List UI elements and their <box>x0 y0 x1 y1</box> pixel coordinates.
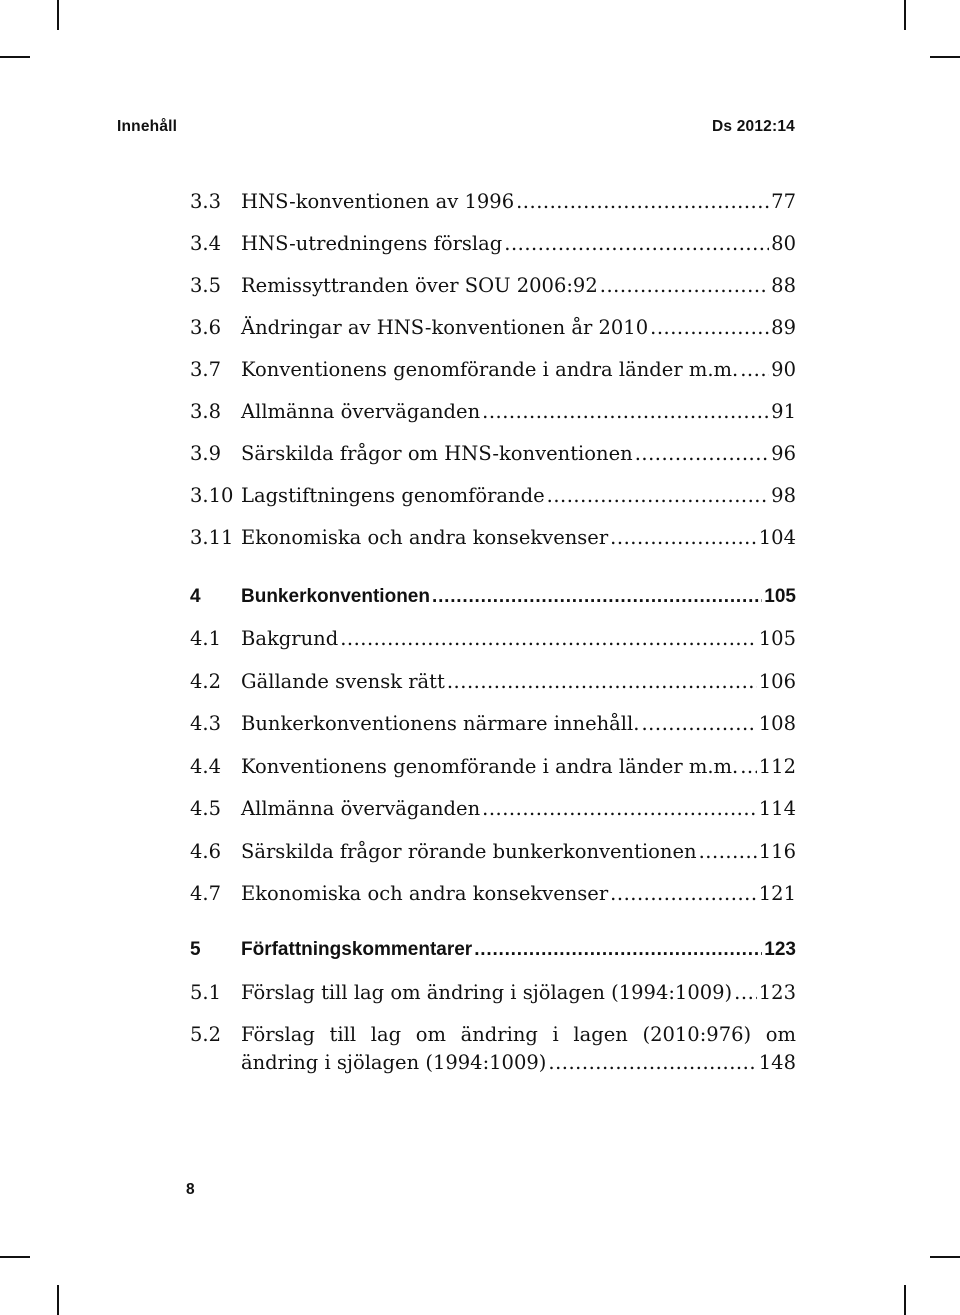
toc-entry-page: 88 <box>771 274 796 297</box>
dot-leader <box>740 356 769 384</box>
toc-entry-number: 3.5 <box>190 274 222 297</box>
toc-entry[interactable] <box>190 880 796 908</box>
toc-chapter[interactable] <box>190 583 796 611</box>
toc-entry-number: 3.3 <box>190 190 222 213</box>
toc-entry-page: 105 <box>758 627 796 650</box>
toc-entry-number: 4.1 <box>190 627 222 650</box>
toc-chapter-page: 105 <box>764 586 796 607</box>
dot-leader <box>516 188 769 216</box>
toc-entry-number: 3.4 <box>190 232 222 255</box>
toc-entry[interactable] <box>190 524 796 552</box>
toc-entry[interactable] <box>190 314 796 342</box>
toc-entry-number: 4.6 <box>190 840 222 863</box>
toc-entry-number: 5.1 <box>190 981 222 1004</box>
dot-leader <box>641 710 756 738</box>
dot-leader <box>447 668 757 696</box>
dot-leader <box>650 314 769 342</box>
dot-leader <box>482 795 757 823</box>
toc-entry-page: 121 <box>758 882 796 905</box>
dot-leader <box>600 272 769 300</box>
toc-entry-title: Ekonomiska och andra konsekvenser <box>241 526 609 549</box>
toc-entry-number: 4.3 <box>190 712 222 735</box>
toc-entry-title: Förslag till lag om ändring i sjölagen (1994:1009) <box>241 981 733 1004</box>
toc-entry[interactable] <box>190 398 796 426</box>
toc-entry-title: Lagstiftningens genomförande <box>241 484 545 507</box>
toc-chapter-number: 4 <box>190 586 201 607</box>
crop-mark <box>57 0 59 30</box>
toc-chapter[interactable] <box>190 936 796 964</box>
toc-entry-title: Remissyttranden över SOU 2006:92 <box>241 274 598 297</box>
toc-entry-number: 4.7 <box>190 882 222 905</box>
toc-entry-page: 148 <box>758 1051 796 1074</box>
dot-leader <box>547 482 770 510</box>
toc-entry-title: Konventionens genomförande i andra länder m.m. <box>241 755 739 778</box>
toc-entry[interactable] <box>190 795 796 823</box>
toc-entry-page: 104 <box>758 526 796 549</box>
toc-entry-number: 3.8 <box>190 400 222 423</box>
toc-entry-page: 90 <box>771 358 796 381</box>
toc-entry[interactable] <box>190 979 796 1007</box>
toc-chapter-number: 5 <box>190 939 201 960</box>
toc-entry-title: Allmänna överväganden <box>241 797 481 820</box>
dot-leader <box>504 230 769 258</box>
toc-entry-title: HNS-konventionen av 1996 <box>241 190 515 213</box>
crop-mark <box>57 1285 59 1315</box>
toc-entry-page: 91 <box>771 400 796 423</box>
toc-entry-number: 3.9 <box>190 442 222 465</box>
toc-entry[interactable] <box>190 1021 796 1077</box>
toc-entry-page: 96 <box>771 442 796 465</box>
toc-entry-number: 5.2 <box>190 1023 222 1046</box>
dot-leader <box>610 880 757 908</box>
dot-leader <box>340 625 757 653</box>
toc-chapter-title: Bunkerkonventionen <box>241 586 430 607</box>
toc-entry[interactable] <box>190 838 796 866</box>
toc-entry-title: Ändringar av HNS-konventionen år 2010 <box>241 316 649 339</box>
toc-entry-page: 114 <box>758 797 796 820</box>
dot-leader <box>740 753 757 781</box>
toc-entry[interactable] <box>190 753 796 781</box>
toc-entry[interactable] <box>190 440 796 468</box>
toc-entry-page: 89 <box>771 316 796 339</box>
dot-leader <box>482 398 769 426</box>
toc-entry-title: Bakgrund <box>241 627 339 650</box>
crop-mark <box>0 56 30 58</box>
dot-leader <box>635 440 769 468</box>
toc-entry-page: 77 <box>771 190 796 213</box>
toc-chapter-title: Författningskommentarer <box>241 939 473 960</box>
dot-leader <box>699 838 757 866</box>
toc-entry-title: HNS-utredningens förslag <box>241 232 503 255</box>
dot-leader <box>548 1049 756 1077</box>
crop-mark <box>904 1285 906 1315</box>
toc-entry-number: 3.7 <box>190 358 222 381</box>
toc-entry-title: Särskilda frågor om HNS-konventionen <box>241 442 633 465</box>
toc-entry-title-line2: ändring i sjölagen (1994:1009) <box>241 1051 547 1074</box>
toc-entry[interactable] <box>190 230 796 258</box>
toc-entry-number: 3.6 <box>190 316 222 339</box>
toc-entry-title: Gällande svensk rätt <box>241 670 445 693</box>
crop-mark <box>930 1256 960 1258</box>
toc-entry-page: 106 <box>758 670 796 693</box>
toc-entry-number: 3.11 <box>190 526 234 549</box>
toc-entry[interactable] <box>190 356 796 384</box>
toc-entry-title: Konventionens genomförande i andra länder m.m. <box>241 358 739 381</box>
toc-entry-title-line1: Förslag till lag om ändring i lagen (2010:976) om <box>241 1023 796 1046</box>
crop-mark <box>0 1256 30 1258</box>
toc-entry[interactable] <box>190 625 796 653</box>
dot-leader <box>610 524 757 552</box>
toc-entry-page: 116 <box>758 840 796 863</box>
crop-mark <box>904 0 906 30</box>
running-head-right: Ds 2012:14 <box>711 118 795 135</box>
toc-entry[interactable] <box>190 188 796 216</box>
toc-entry-title: Särskilda frågor rörande bunkerkonventionen <box>241 840 697 863</box>
toc-entry-number: 4.2 <box>190 670 222 693</box>
dot-leader <box>432 583 762 611</box>
toc-entry-page: 108 <box>758 712 796 735</box>
dot-leader <box>474 936 762 964</box>
toc-entry-number: 4.4 <box>190 755 222 778</box>
toc-entry[interactable] <box>190 710 796 738</box>
toc-entry-page: 98 <box>771 484 796 507</box>
toc-entry[interactable] <box>190 272 796 300</box>
toc-entry-page: 112 <box>758 755 796 778</box>
toc-entry-page: 80 <box>771 232 796 255</box>
toc-entry-number: 3.10 <box>190 484 234 507</box>
toc-entry-title: Allmänna överväganden <box>241 400 481 423</box>
toc-entry-title: Ekonomiska och andra konsekvenser <box>241 882 609 905</box>
dot-leader <box>734 979 757 1007</box>
running-head-left: Innehåll <box>117 118 178 135</box>
toc-entry-page: 123 <box>758 981 796 1004</box>
page-number: 8 <box>186 1181 195 1198</box>
toc-entry[interactable] <box>190 482 796 510</box>
toc-entry[interactable] <box>190 668 796 696</box>
toc-entry-number: 4.5 <box>190 797 222 820</box>
crop-mark <box>930 56 960 58</box>
toc-chapter-page: 123 <box>764 939 796 960</box>
toc-entry-title: Bunkerkonventionens närmare innehåll. <box>241 712 640 735</box>
